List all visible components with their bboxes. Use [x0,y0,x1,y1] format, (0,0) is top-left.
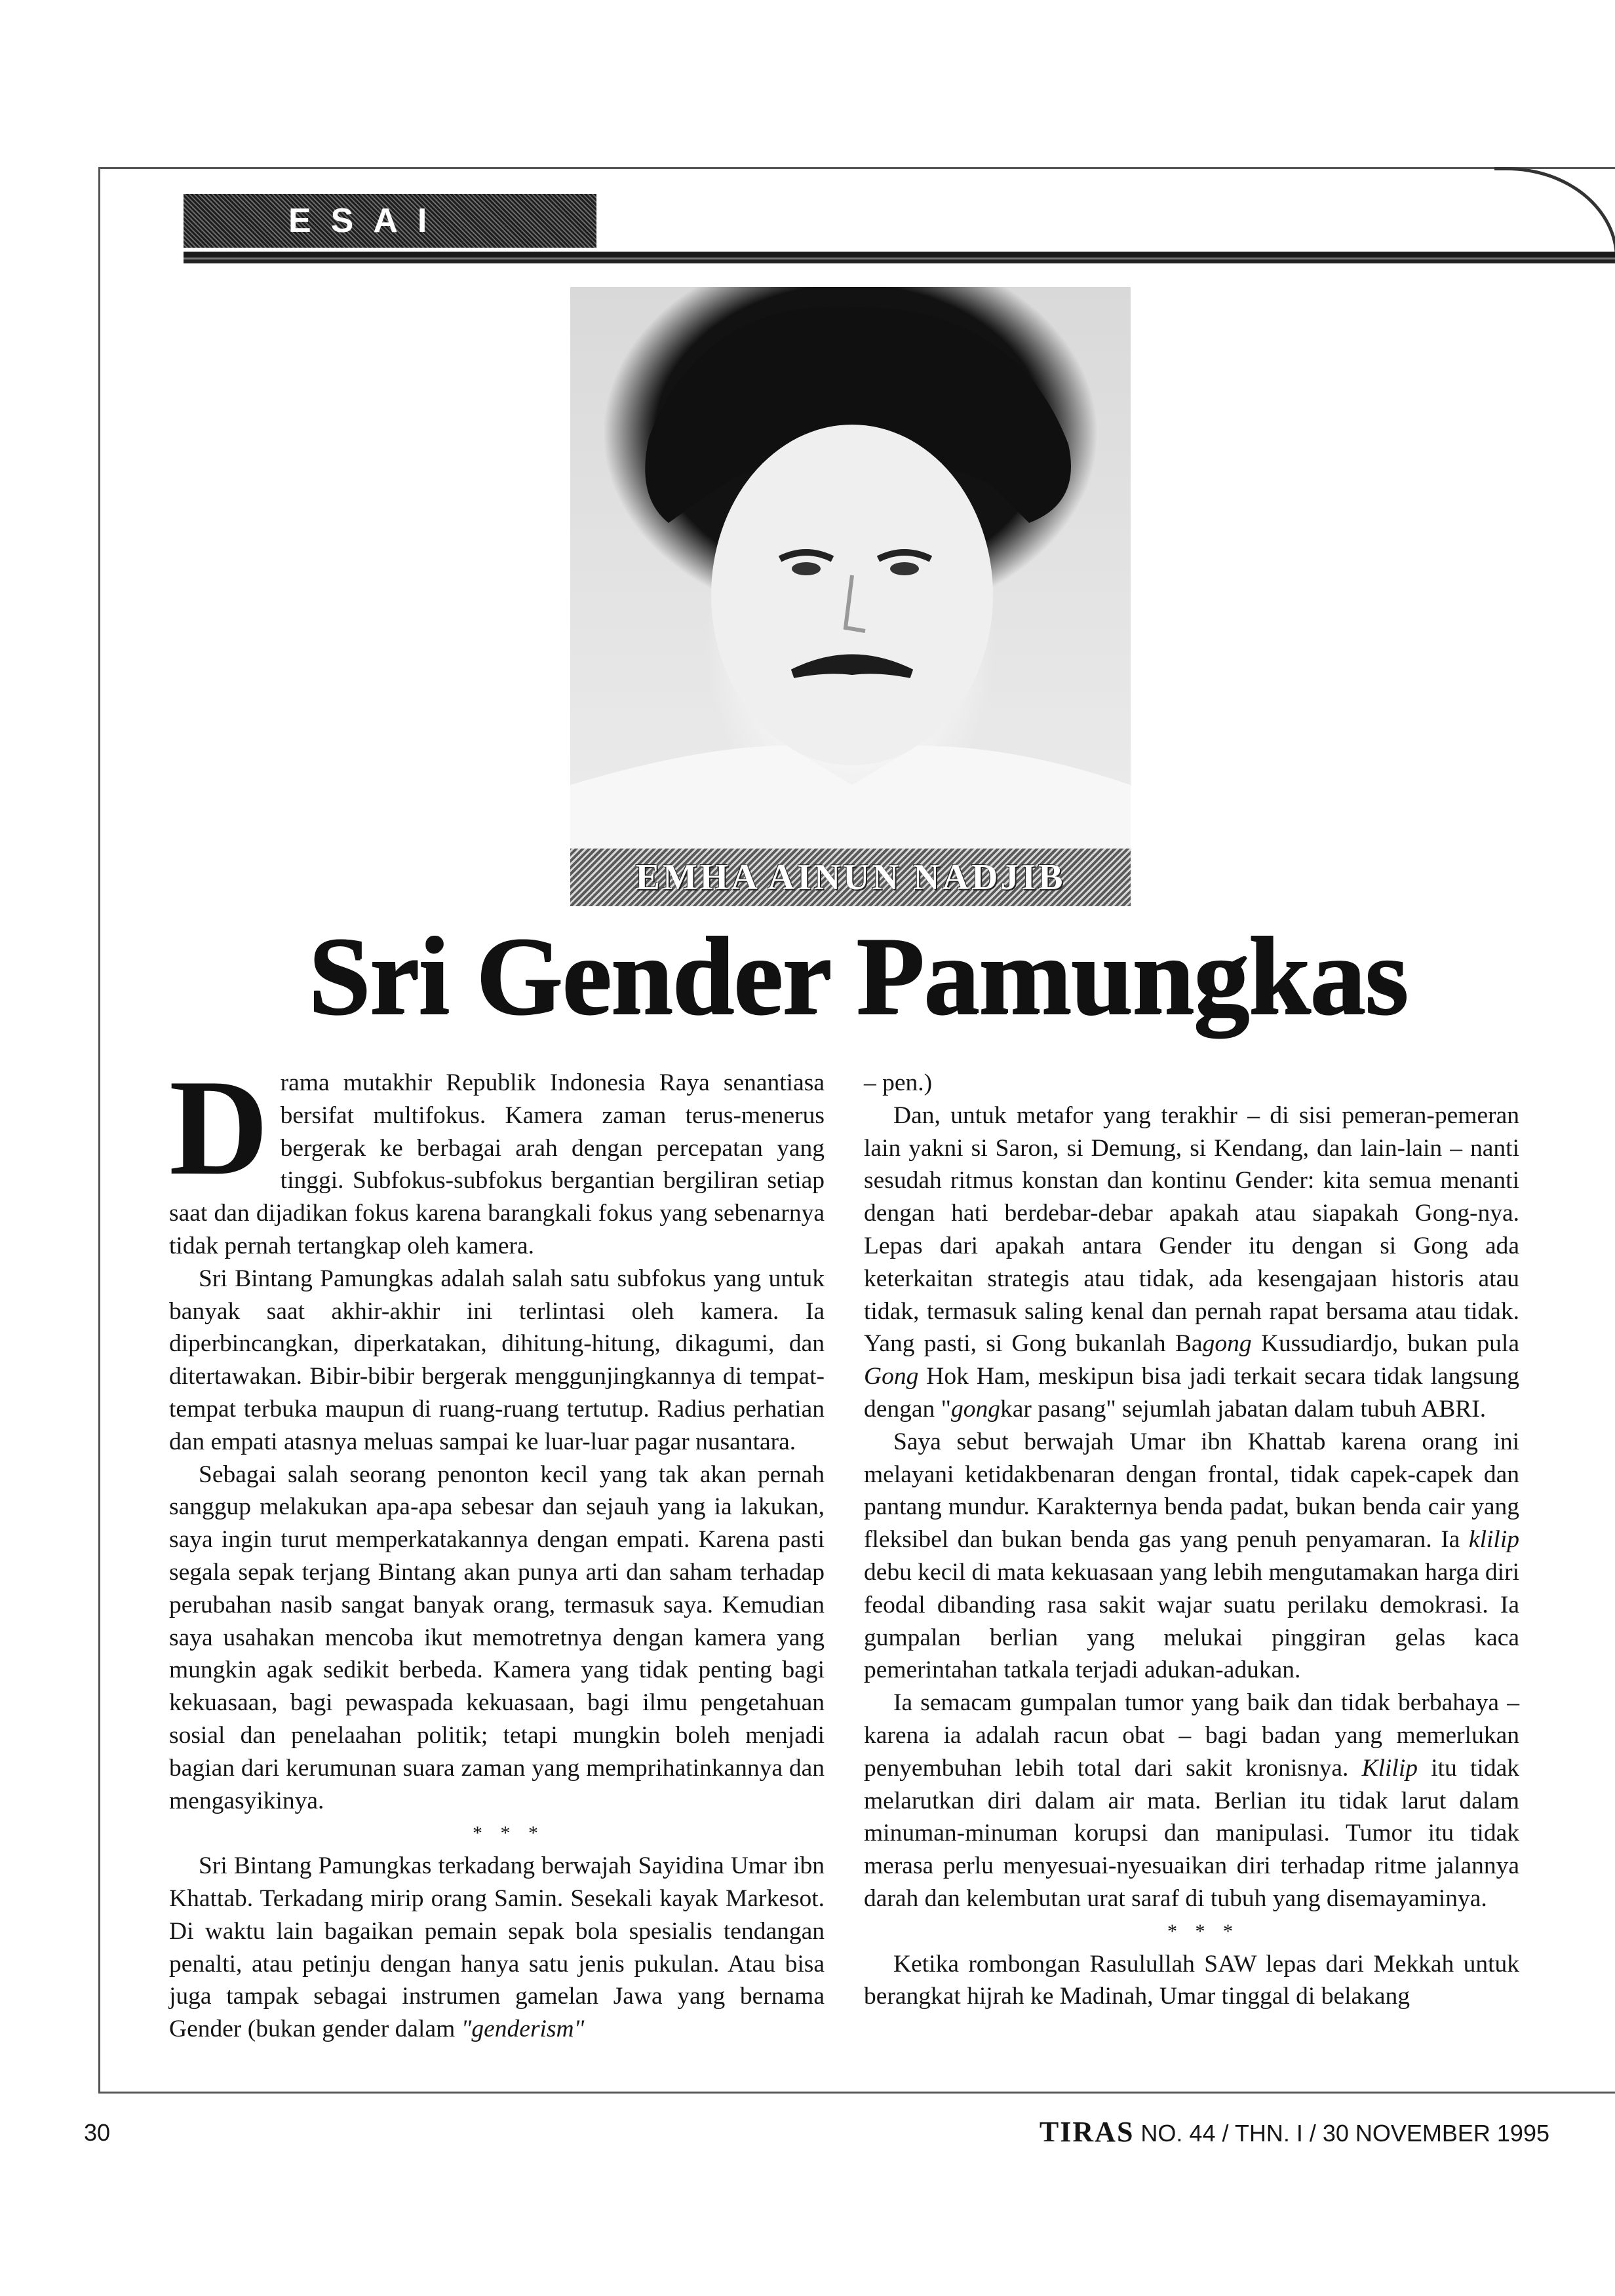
article-column-left [169,1052,825,2046]
issue-info: NO. 44 / THN. I / 30 NOVEMBER 1995 [1134,2120,1549,2147]
italic-term: gong [1202,1330,1252,1358]
paragraph: Ketika rombongan Rasulullah SAW lepas dari Mekkah untuk berangkat hijrah ke Madinah, Umar tinggal di belakang [864,1950,1519,2010]
paragraph-text: rama mutakhir Republik Indonesia Raya senantiasa bersifat multifokus. Kamera zaman terus-menerus bergerak ke berbagai arah dengan percepatan yang tinggi. Subfokus-subfokus bergantian bergiliran setiap saat dan dijadikan fokus karena barangkali fokus yang sebenarnya tidak pernah tertangkap oleh kamera. [169,1069,825,1259]
paragraph-text: debu kecil di mata kekuasaan yang lebih mengutamakan harga diri feodal dibanding rasa sakit wajar suatu perilaku demokrasi. Ia gumpalan berlian yang melukai pinggiran gelas kaca pemerintahan tatkala terjadi adukan-adukan. [864,1558,1519,1684]
paragraph [864,1687,1519,1915]
frame-left-rule [98,167,100,2094]
author-byline [570,849,1131,906]
paragraph [864,1426,1519,1687]
paragraph: – pen.) [864,1069,933,1096]
magazine-name: TIRAS [1039,2116,1135,2148]
paragraph-text: Saya sebut berwajah Umar ibn Khattab karena orang ini melayani ketidakbenaran dengan frontal, tidak capek-capek dan pantang mundur. Karakternya benda padat, bukan benda cair yang fleksibel dan bukan benda gas yang penuh penyamaran. Ia [864,1428,1519,1554]
article-title: Sri Gender Pamungkas [308,914,1408,1037]
italic-term: Gong [864,1363,919,1390]
paragraph-text: Hok Ham, meskipun bisa jadi terkait secara tidak langsung dengan " [864,1363,1519,1423]
page-number: 30 [84,2119,111,2146]
article-column-right [864,1067,1519,2013]
paragraph-text: Kussudiardjo, bukan pula [1251,1330,1519,1358]
paragraph-text: itu tidak melarutkan diri dalam air mata. Berlian itu tidak larut dalam minuman-minuman korupsi dan manipulasi. Tumor itu tidak merasa perlu menyesuai-nyesuaikan diri terhadap ritme jalannya darah dan kelembutan urat saraf di tubuh yang disemayaminya. [864,1754,1519,1912]
section-header [184,194,596,248]
paragraph: Sebagai salah seorang penonton kecil yang tak akan pernah sanggup melakukan apa-apa sebesar dan sejauh yang ia lakukan, saya ingin turut memperkatakannya dengan empati. Karena pasti segala sepak terjang Bintang akan punya arti dan saham terhadap perubahan nasib sangat banyak orang, termasuk saya. Kemudian saya usahakan mencoba ikut memotretnya dengan kamera yang mungkin agak sedikit berbeda. Kamera yang tidak penting bagi kekuasaan, bagi pewaspada kekuasaan, bagi ilmu pengetahuan sosial dan penelaahan politik; tetapi mungkin boleh menjadi bagian dari kerumunan suara zaman yang memprihatinkannya dan mengasyikinya. [169,1461,825,1814]
frame-top-rule [98,167,1615,169]
paragraph-text: Sri Bintang Pamungkas terkadang berwajah Sayidina Umar ibn Khattab. Terkadang mirip orang Samin. Sesekali kayak Markesot. Di waktu lain bagaikan pemain sepak bola spesialis tendangan penalti, atau petinju dengan hanya satu jenis pukulan. Atau bisa juga tampak sebagai instrumen gamelan Jawa yang bernama Gender (bukan gender dalam [169,1852,825,2043]
paragraph-text: Ia semacam gumpalan tumor yang baik dan tidak berbahaya – karena ia adalah racun obat – bagi badan yang memerlukan penyembuhan lebih total dari sakit kronisnya. [864,1689,1519,1782]
section-rule [184,252,1615,263]
section-break: * * * [1167,1920,1239,1942]
section-break: * * * [473,1822,545,1845]
paragraph-text: Ba [1175,1330,1203,1358]
paragraph [169,1052,825,1263]
drop-cap: D [169,1052,269,1204]
italic-term: gong [950,1395,1000,1423]
italic-term: klilip [1468,1526,1519,1554]
paragraph: Sri Bintang Pamungkas adalah salah satu subfokus yang untuk banyak saat akhir-akhir ini terlintasi oleh kamera. Ia diperbincangkan, diperkatakan, dihitung-hitung, dikagumi, dan ditertawakan. Bibir-bibir bergerak menggunjingkannya di tempat-tempat terbuka maupun di ruang-ruang tertutup. Radius perhatian dan empati atasnya meluas sampai ke luar-luar pagar nusantara. [169,1265,825,1455]
publication-footer [1040,2115,1549,2149]
italic-term: "genderism" [461,2016,585,2043]
paragraph-text: Dan, untuk metafor yang terakhir – di sisi pemeran-pemeran lain yakni si Saron, si Demung, si Kendang, dan lain-lain – nanti sesudah ritmus konstan dan kontinu Gender: kita semua menanti dengan hati berdebar-debar apakah atau siapakah Gong-nya. Lepas dari apakah antara Gender itu dengan si Gong ada keterkaitan strategis atau tidak, ada kesengajaan historis atau tidak, termasuk saling kenal dan pernah rapat bersama atau tidak. Yang pasti, si Gong bukanlah [864,1101,1519,1358]
paragraph [169,1850,825,2046]
section-label: ESAI [288,202,447,240]
paragraph [864,1100,1519,1426]
portrait-illustration [570,287,1131,851]
paragraph-text: kar pasang" sejumlah jabatan dalam tubuh ABRI. [1000,1395,1487,1423]
italic-term: Klilip [1361,1754,1418,1782]
frame-bottom-rule [98,2092,1615,2094]
author-name: EMHA AINUN NADJIB [635,857,1066,898]
author-photo [570,287,1131,851]
